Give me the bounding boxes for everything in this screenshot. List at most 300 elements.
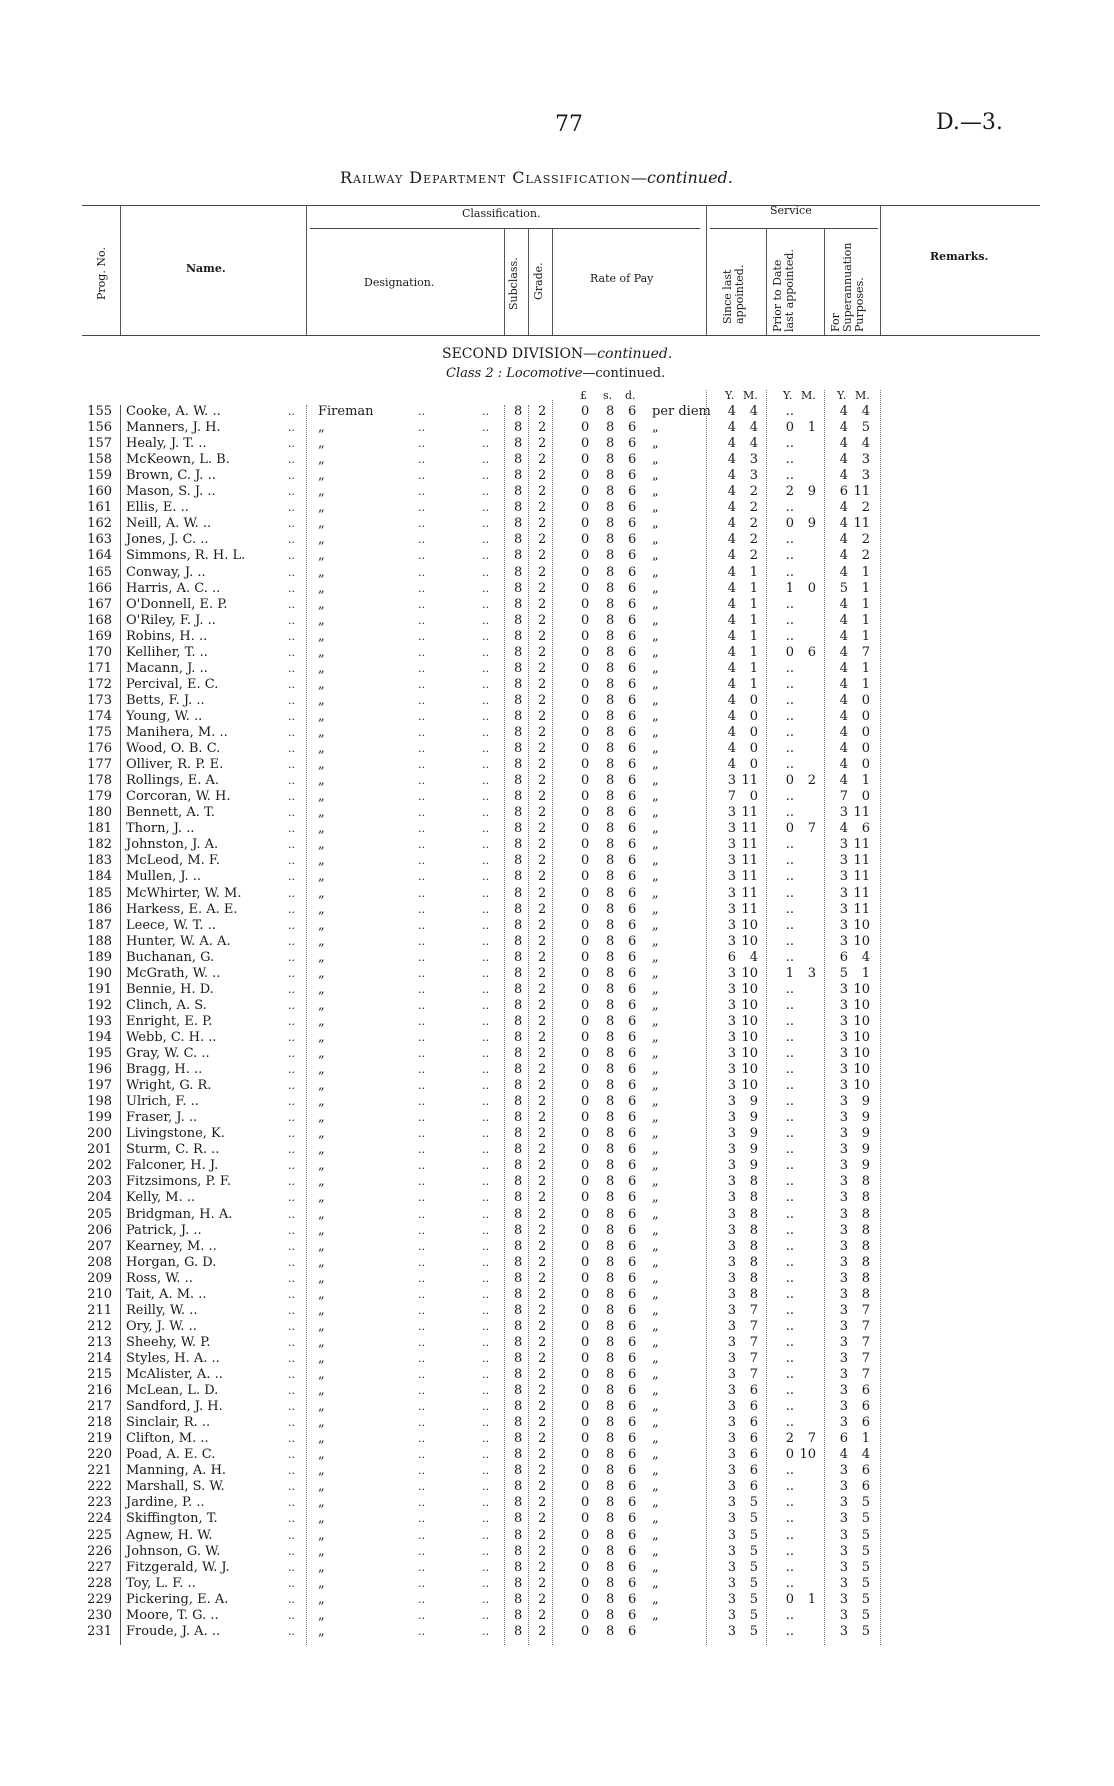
subclass: 8	[514, 725, 523, 740]
leader-dots: ..	[288, 661, 295, 675]
leader-dots: ..	[288, 758, 295, 772]
super-years: 3	[839, 1350, 848, 1366]
leader-dots: ..	[288, 1592, 295, 1606]
since-last-months: 1	[749, 660, 758, 676]
super-years: 3	[839, 1623, 848, 1639]
leader-dots: ..	[482, 1143, 489, 1157]
leader-dots: ..	[418, 1480, 425, 1494]
since-last-header: Since last appointed.	[721, 264, 746, 324]
prior-years: ..	[785, 805, 794, 821]
super-months: 6	[861, 1415, 870, 1431]
pay-note: „	[652, 1222, 659, 1238]
super-months: 5	[861, 1591, 870, 1607]
name: Mullen, J. ..	[126, 869, 202, 885]
prior-months: 7	[807, 1431, 816, 1447]
super-months: 1	[861, 660, 870, 676]
leader-dots: ..	[288, 886, 295, 900]
grade: 2	[538, 468, 547, 484]
pay-pence: 6	[628, 1094, 637, 1110]
table-row	[0, 1239, 1114, 1255]
leader-dots: ..	[482, 1544, 489, 1558]
name: Cooke, A. W. ..	[126, 404, 221, 419]
leader-dots: ..	[418, 886, 425, 900]
pay-pounds: 0	[581, 1318, 590, 1334]
since-last-years: 3	[727, 1302, 736, 1318]
since-last-months: 6	[749, 1415, 758, 1431]
prior-years: ..	[785, 757, 794, 773]
unit-pound: £	[580, 389, 587, 402]
designation: „	[318, 981, 325, 997]
pay-shillings: 8	[606, 1174, 615, 1190]
pay-pounds: 0	[581, 1479, 590, 1495]
since-last-months: 7	[749, 1367, 758, 1382]
subclass: 8	[514, 789, 523, 805]
subclass: 8	[514, 404, 523, 419]
since-last-years: 3	[727, 869, 736, 885]
leader-dots: ..	[482, 549, 489, 563]
prior-months: 1	[807, 420, 816, 436]
leader-dots: ..	[418, 1576, 425, 1590]
grade: 2	[538, 789, 547, 805]
super-months: 10	[853, 933, 870, 949]
pay-shillings: 8	[606, 1238, 615, 1254]
since-last-years: 3	[727, 901, 736, 917]
pay-pence: 6	[628, 1495, 637, 1511]
pay-note: „	[652, 1447, 659, 1463]
grade: 2	[538, 1302, 547, 1318]
since-last-months: 1	[749, 612, 758, 628]
col-divider	[706, 205, 707, 335]
pay-pence: 6	[628, 805, 637, 821]
name: Froude, J. A. ..	[126, 1623, 221, 1639]
pay-shillings: 8	[606, 981, 615, 997]
since-last-years: 3	[727, 1495, 736, 1511]
since-last-months: 11	[741, 885, 758, 901]
prior-years: ..	[785, 1350, 794, 1366]
prog-no: 193	[87, 1013, 112, 1029]
classification-rule	[310, 228, 700, 229]
pay-note: „	[652, 997, 659, 1013]
designation: „	[318, 548, 325, 564]
subclass: 8	[514, 1447, 523, 1463]
prior-years: ..	[785, 741, 794, 757]
grade: 2	[538, 580, 547, 596]
prior-years: ..	[785, 1238, 794, 1254]
since-last-months: 8	[749, 1190, 758, 1206]
leader-dots: ..	[482, 886, 489, 900]
prog-no: 207	[87, 1238, 112, 1254]
leader-dots: ..	[288, 1384, 295, 1398]
pay-shillings: 8	[606, 837, 615, 853]
pay-shillings: 8	[606, 1591, 615, 1607]
designation: „	[318, 1062, 325, 1078]
name: Moore, T. G. ..	[126, 1607, 219, 1623]
designation: „	[318, 1543, 325, 1559]
designation: „	[318, 725, 325, 740]
since-last-years: 3	[727, 1479, 736, 1495]
table-row	[0, 1624, 1114, 1640]
pay-pence: 6	[628, 1543, 637, 1559]
since-last-months: 9	[749, 1094, 758, 1110]
pay-pounds: 0	[581, 564, 590, 580]
table-row	[0, 1367, 1114, 1383]
name: Conway, J. ..	[126, 564, 206, 580]
designation: „	[318, 949, 325, 965]
designation: „	[318, 708, 325, 724]
leader-dots: ..	[418, 1111, 425, 1125]
designation: „	[318, 516, 325, 532]
pay-pounds: 0	[581, 1367, 590, 1382]
pay-note: „	[652, 805, 659, 821]
leader-dots: ..	[418, 1544, 425, 1558]
leader-dots: ..	[288, 1127, 295, 1141]
subclass: 8	[514, 1094, 523, 1110]
designation: „	[318, 901, 325, 917]
grade: 2	[538, 1158, 547, 1174]
pay-pence: 6	[628, 452, 637, 468]
prior-years: ..	[785, 1013, 794, 1029]
table-row	[0, 1014, 1114, 1030]
pay-note: „	[652, 1479, 659, 1495]
subclass: 8	[514, 1383, 523, 1399]
leader-dots: ..	[288, 1111, 295, 1125]
prog-no: 210	[87, 1286, 112, 1302]
table-row	[0, 918, 1114, 934]
subclass: 8	[514, 901, 523, 917]
name: Livingstone, K.	[126, 1126, 225, 1142]
super-years: 3	[839, 1399, 848, 1415]
leader-dots: ..	[288, 1351, 295, 1365]
unit-months: M.	[855, 389, 870, 402]
pay-shillings: 8	[606, 1013, 615, 1029]
leader-dots: ..	[418, 1239, 425, 1253]
since-last-months: 10	[741, 981, 758, 997]
prior-years: ..	[785, 1495, 794, 1511]
super-months: 7	[861, 1318, 870, 1334]
prog-no: 198	[87, 1094, 112, 1110]
name: Sturm, C. R. ..	[126, 1142, 220, 1158]
super-years: 3	[839, 1367, 848, 1382]
table-row	[0, 1447, 1114, 1463]
since-last-months: 9	[749, 1126, 758, 1142]
pay-pounds: 0	[581, 660, 590, 676]
super-months: 10	[853, 1046, 870, 1061]
pay-pounds: 0	[581, 484, 590, 500]
since-last-years: 4	[727, 725, 736, 740]
prog-no: 159	[87, 468, 112, 484]
grade: 2	[538, 1318, 547, 1334]
since-last-months: 5	[749, 1495, 758, 1511]
leader-dots: ..	[418, 629, 425, 643]
designation: „	[318, 853, 325, 869]
prior-years: ..	[785, 500, 794, 516]
pay-pounds: 0	[581, 1447, 590, 1463]
pay-shillings: 8	[606, 516, 615, 532]
pay-pounds: 0	[581, 821, 590, 837]
super-months: 10	[853, 1062, 870, 1078]
leader-dots: ..	[482, 758, 489, 772]
pay-shillings: 8	[606, 1270, 615, 1286]
name: Webb, C. H. ..	[126, 1029, 217, 1045]
table-row	[0, 597, 1114, 613]
since-last-months: 6	[749, 1399, 758, 1415]
pay-note: „	[652, 773, 659, 789]
name: Pickering, E. A.	[126, 1591, 229, 1607]
leader-dots: ..	[288, 1400, 295, 1414]
subclass: 8	[514, 1126, 523, 1142]
leader-dots: ..	[418, 1223, 425, 1237]
since-last-months: 6	[749, 1447, 758, 1463]
super-months: 11	[853, 901, 870, 917]
name: McWhirter, W. M.	[126, 885, 242, 901]
prior-years: ..	[785, 789, 794, 805]
since-last-months: 9	[749, 1110, 758, 1126]
name: Bennett, A. T.	[126, 805, 215, 821]
super-years: 4	[839, 612, 848, 628]
super-months: 1	[861, 773, 870, 789]
super-years: 4	[839, 628, 848, 644]
super-months: 1	[861, 628, 870, 644]
prog-no: 174	[87, 708, 112, 724]
pay-note: „	[652, 837, 659, 853]
designation: „	[318, 1367, 325, 1382]
leader-dots: ..	[482, 1159, 489, 1173]
super-months: 2	[861, 548, 870, 564]
pay-shillings: 8	[606, 997, 615, 1013]
leader-dots: ..	[482, 1287, 489, 1301]
since-last-months: 2	[749, 516, 758, 532]
name: Buchanan, G.	[126, 949, 215, 965]
super-years: 3	[839, 1591, 848, 1607]
grade: 2	[538, 1463, 547, 1479]
pay-shillings: 8	[606, 644, 615, 660]
since-last-months: 6	[749, 1383, 758, 1399]
pay-pounds: 0	[581, 1013, 590, 1029]
leader-dots: ..	[288, 1448, 295, 1462]
super-months: 11	[853, 885, 870, 901]
col-divider	[766, 228, 767, 335]
leader-dots: ..	[288, 1608, 295, 1622]
leader-dots: ..	[418, 1384, 425, 1398]
pay-note: „	[652, 885, 659, 901]
pay-pence: 6	[628, 885, 637, 901]
name: Agnew, H. W.	[126, 1527, 213, 1543]
leader-dots: ..	[418, 517, 425, 531]
super-years: 3	[839, 1142, 848, 1158]
grade: 2	[538, 404, 547, 419]
pay-shillings: 8	[606, 1062, 615, 1078]
grade: 2	[538, 1190, 547, 1206]
subclass: 8	[514, 949, 523, 965]
designation: „	[318, 997, 325, 1013]
since-last-years: 3	[727, 933, 736, 949]
table-row	[0, 661, 1114, 677]
prog-no: 219	[87, 1431, 112, 1447]
grade: 2	[538, 837, 547, 853]
subclass: 8	[514, 933, 523, 949]
pay-shillings: 8	[606, 1575, 615, 1591]
name: Sheehy, W. P.	[126, 1334, 211, 1350]
grade: 2	[538, 516, 547, 532]
super-years: 4	[839, 420, 848, 436]
class-type: Locomotive	[506, 366, 583, 381]
pay-note: „	[652, 516, 659, 532]
table-row	[0, 1271, 1114, 1287]
name: Enright, E. P.	[126, 1013, 213, 1029]
grade: 2	[538, 1013, 547, 1029]
prog-no: 228	[87, 1575, 112, 1591]
prior-years: ..	[785, 1479, 794, 1495]
pay-note: „	[652, 1206, 659, 1222]
subclass: 8	[514, 676, 523, 692]
super-years: 3	[839, 1206, 848, 1222]
since-last-years: 3	[727, 1447, 736, 1463]
since-last-years: 3	[727, 981, 736, 997]
grade: 2	[538, 853, 547, 869]
designation: „	[318, 821, 325, 837]
subclass: 8	[514, 1078, 523, 1094]
name: Sandford, J. H.	[126, 1399, 223, 1415]
leader-dots: ..	[482, 854, 489, 868]
prior-months: 1	[807, 1591, 816, 1607]
prior-years: ..	[785, 564, 794, 580]
pay-shillings: 8	[606, 676, 615, 692]
super-years: 3	[839, 1126, 848, 1142]
super-months: 3	[861, 452, 870, 468]
leader-dots: ..	[418, 1528, 425, 1542]
pay-note: „	[652, 548, 659, 564]
prior-years: ..	[785, 1607, 794, 1623]
grade: 2	[538, 1254, 547, 1270]
table-row	[0, 1158, 1114, 1174]
pay-note: „	[652, 708, 659, 724]
remarks-header: Remarks.	[930, 250, 989, 263]
class-heading	[446, 366, 665, 381]
unit-months: M.	[801, 389, 816, 402]
leader-dots: ..	[418, 1271, 425, 1285]
since-last-years: 3	[727, 1142, 736, 1158]
super-months: 5	[861, 1623, 870, 1639]
designation: „	[318, 1286, 325, 1302]
leader-dots: ..	[482, 597, 489, 611]
pay-pounds: 0	[581, 1110, 590, 1126]
table-row	[0, 1287, 1114, 1303]
table-row	[0, 1030, 1114, 1046]
pay-pence: 6	[628, 1254, 637, 1270]
subclass: 8	[514, 1254, 523, 1270]
pay-note: „	[652, 676, 659, 692]
table-row	[0, 484, 1114, 500]
leader-dots: ..	[482, 1496, 489, 1510]
grade: 2	[538, 1447, 547, 1463]
col-divider	[824, 228, 825, 335]
subclass: 8	[514, 853, 523, 869]
prior-years: ..	[785, 1126, 794, 1142]
table-row	[0, 725, 1114, 741]
super-years: 5	[839, 965, 848, 981]
pay-note: „	[652, 468, 659, 484]
prior-years: ..	[785, 1367, 794, 1382]
subclass: 8	[514, 692, 523, 708]
super-years: 4	[839, 708, 848, 724]
subclass: 8	[514, 1495, 523, 1511]
leader-dots: ..	[288, 1480, 295, 1494]
leader-dots: ..	[482, 934, 489, 948]
leader-dots: ..	[482, 1624, 489, 1638]
super-years: 3	[839, 1527, 848, 1543]
pay-note: „	[652, 660, 659, 676]
pay-shillings: 8	[606, 1495, 615, 1511]
table-row	[0, 677, 1114, 693]
designation: „	[318, 1094, 325, 1110]
super-months: 9	[861, 1110, 870, 1126]
subclass: 8	[514, 1511, 523, 1527]
table-row	[0, 966, 1114, 982]
designation: „	[318, 1158, 325, 1174]
name: Rollings, E. A.	[126, 773, 219, 789]
leader-dots: ..	[288, 565, 295, 579]
since-last-months: 0	[749, 725, 758, 740]
grade: 2	[538, 1270, 547, 1286]
pay-pounds: 0	[581, 644, 590, 660]
header-bottom-rule	[82, 335, 1040, 336]
pay-pence: 6	[628, 869, 637, 885]
leader-dots: ..	[418, 1496, 425, 1510]
name: McLeod, M. F.	[126, 853, 221, 869]
pay-note: „	[652, 1126, 659, 1142]
pay-pounds: 0	[581, 1399, 590, 1415]
pay-shillings: 8	[606, 1559, 615, 1575]
pay-note: „	[652, 1543, 659, 1559]
subclass: 8	[514, 564, 523, 580]
since-last-years: 3	[727, 1511, 736, 1527]
pay-pounds: 0	[581, 1511, 590, 1527]
prior-months: 0	[807, 580, 816, 596]
grade: 2	[538, 1543, 547, 1559]
leader-dots: ..	[418, 1095, 425, 1109]
super-months: 0	[861, 741, 870, 757]
subclass: 8	[514, 708, 523, 724]
prior-years: ..	[785, 1575, 794, 1591]
pay-pence: 6	[628, 917, 637, 933]
table-row	[0, 1560, 1114, 1576]
pay-pence: 6	[628, 644, 637, 660]
pay-pounds: 0	[581, 1206, 590, 1222]
pay-shillings: 8	[606, 1350, 615, 1366]
prog-no: 173	[87, 692, 112, 708]
subclass: 8	[514, 1350, 523, 1366]
prior-years: ..	[785, 708, 794, 724]
grade: 2	[538, 1206, 547, 1222]
grade: 2	[538, 1222, 547, 1238]
name: Leece, W. T. ..	[126, 917, 216, 933]
table-row	[0, 1528, 1114, 1544]
col-divider	[880, 205, 881, 335]
grade: 2	[538, 1559, 547, 1575]
since-last-years: 3	[727, 805, 736, 821]
name: Reilly, W. ..	[126, 1302, 198, 1318]
prog-no: 216	[87, 1383, 112, 1399]
prior-years: ..	[785, 1318, 794, 1334]
table-row	[0, 1576, 1114, 1592]
subclass: 8	[514, 1158, 523, 1174]
leader-dots: ..	[482, 1480, 489, 1494]
leader-dots: ..	[418, 1175, 425, 1189]
leader-dots: ..	[418, 1319, 425, 1333]
pay-pence: 6	[628, 853, 637, 869]
pay-shillings: 8	[606, 1543, 615, 1559]
leader-dots: ..	[418, 1432, 425, 1446]
